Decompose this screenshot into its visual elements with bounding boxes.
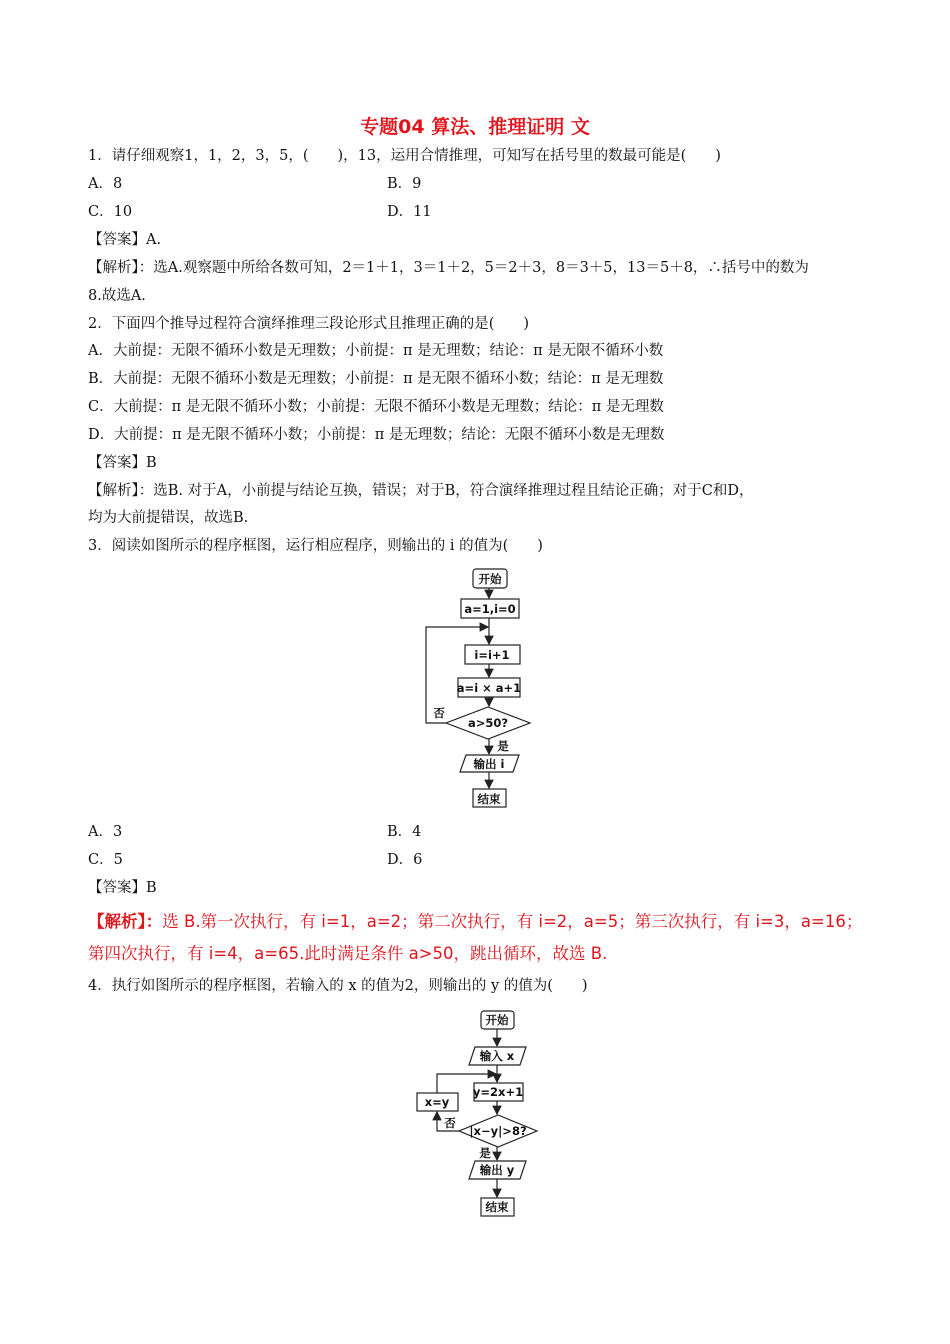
page-title: 专题04 算法、推理证明 文 xyxy=(360,116,590,138)
q3-analysis-text: 选 B.第一次执行，有 i=1，a=2；第二次执行，有 i=2，a=5；第三次执行，有 i=3，a=16； xyxy=(162,912,863,931)
q3-option-a: A．3 xyxy=(88,824,123,840)
q3-analysis-line2: 第四次执行，有 i=4，a=65.此时满足条件 a>50，跳出循环，故选 B. xyxy=(88,944,608,963)
q4-flowchart xyxy=(0,1000,950,1230)
q1-stem: 1．请仔细观察1，1，2，3，5，( )，13，运用合情推理，可知写在括号里的数最可能是( ) xyxy=(88,148,721,164)
q3-answer: 【答案】B xyxy=(88,880,157,896)
q3-option-b: B．4 xyxy=(387,824,422,840)
q2-option-b: B．大前提：无限不循环小数是无理数；小前提：π 是无限不循环小数；结论：π 是无理数 xyxy=(88,371,664,387)
q4-start-label: 开始 xyxy=(485,1013,509,1027)
q4-no-label: 否 xyxy=(444,1116,456,1130)
q1-option-a: A．8 xyxy=(88,176,123,192)
q3-analysis-line1 xyxy=(88,910,862,934)
q3-yes-label: 是 xyxy=(497,739,509,753)
q3-end-label: 结束 xyxy=(477,792,501,806)
q3-option-d: D．6 xyxy=(387,852,423,868)
q1-option-c: C．10 xyxy=(88,204,133,220)
q3-start-label: 开始 xyxy=(478,572,502,586)
q2-option-c: C．大前提：π 是无限不循环小数；小前提：无限不循环小数是无理数；结论：π 是无理数 xyxy=(88,399,664,415)
q3-option-c: C．5 xyxy=(88,852,123,868)
q2-answer: 【答案】B xyxy=(88,455,157,471)
q3-analysis-label: 【解析】： xyxy=(88,912,163,931)
q1-analysis-line2: 8.故选A. xyxy=(88,288,146,304)
q1-option-b: B．9 xyxy=(387,176,422,192)
q3-cond-label: a>50? xyxy=(467,716,509,730)
q3-flowchart xyxy=(0,560,950,820)
q2-analysis-line2: 均为大前提错误，故选B. xyxy=(88,510,249,526)
q4-yes-label: 是 xyxy=(479,1146,491,1160)
q3-no-label: 否 xyxy=(433,706,445,720)
q2-stem: 2．下面四个推导过程符合演绎推理三段论形式且推理正确的是( ) xyxy=(88,316,530,332)
q3-output-label: 输出 i xyxy=(473,757,505,771)
q3-step2-label: a=i × a+1 xyxy=(456,681,522,695)
q1-option-d: D．11 xyxy=(387,204,432,220)
q3-init-label: a=1,i=0 xyxy=(464,602,516,616)
q4-end-label: 结束 xyxy=(485,1200,509,1214)
q2-analysis-line1: 【解析】：选B. 对于A，小前提与结论互换，错误；对于B，符合演绎推理过程且结论正确；对于C和D， xyxy=(88,483,754,499)
q1-answer: 【答案】A. xyxy=(88,232,162,248)
q3-step1-label: i=i+1 xyxy=(474,648,510,662)
q4-input-label: 输入 x xyxy=(479,1049,515,1063)
q2-option-d: D．大前提：π 是无限不循环小数；小前提：π 是无理数；结论：无限不循环小数是无理数 xyxy=(88,427,665,443)
q4-step1-label: y=2x+1 xyxy=(472,1085,524,1099)
q4-assign-label: x=y xyxy=(424,1095,450,1109)
q4-stem: 4．执行如图所示的程序框图，若输入的 x 的值为2，则输出的 y 的值为( ) xyxy=(88,978,588,994)
q3-stem: 3．阅读如图所示的程序框图，运行相应程序，则输出的 i 的值为( ) xyxy=(88,538,543,554)
q4-output-label: 输出 y xyxy=(479,1163,515,1177)
q4-cond-label: |x−y|>8? xyxy=(469,1124,527,1138)
q1-analysis-line1: 【解析】：选A.观察题中所给各数可知，2＝1＋1，3＝1＋2，5＝2＋3，8＝3＋5，13＝5＋8，∴括号中的数为 xyxy=(88,260,809,276)
q2-option-a: A．大前提：无限不循环小数是无理数；小前提：π 是无理数；结论：π 是无限不循环小数 xyxy=(88,343,664,359)
